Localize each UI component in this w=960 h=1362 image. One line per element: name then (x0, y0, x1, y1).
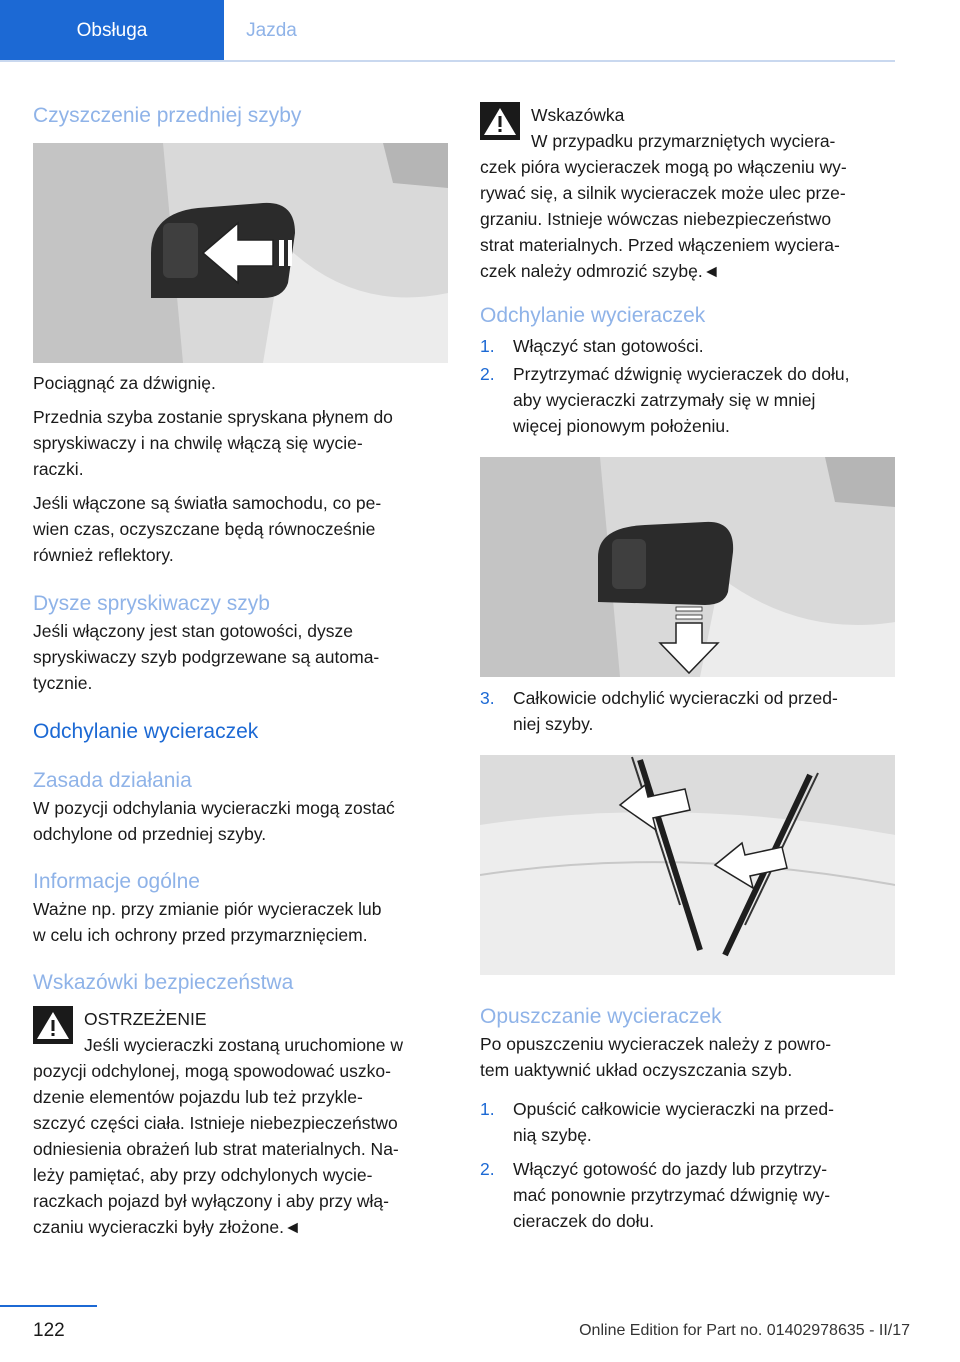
step-text (513, 685, 895, 737)
warning-line: pozycji odchylonej, mogą spowodować uszko- (33, 1061, 391, 1081)
general-text (33, 896, 448, 948)
note-line: W przypadku przymarzniętych wyciera- (531, 131, 836, 151)
step-number: 3. (480, 688, 495, 708)
header-rule (0, 60, 895, 62)
note-line: grzaniu. Istnieje wówczas niebezpieczeństwo (480, 209, 832, 229)
edition-note: Online Edition for Part no. 01402978635 - II/17 (579, 1322, 910, 1339)
line: odchylone od przedniej szyby. (33, 824, 267, 844)
section-heading-general: Informacje ogólne (33, 870, 200, 893)
lever-push-down-photo (480, 457, 895, 677)
note-line: czek należy odmrozić szybę.◄ (480, 261, 721, 281)
list-item (480, 361, 895, 439)
section-heading-fold-wipers-right: Odchylanie wycieraczek (480, 304, 706, 327)
warning-line: odniesienia obrażeń lub strat materialnych. Na- (33, 1139, 399, 1159)
nozzles-text (33, 618, 448, 696)
warning-block (33, 1006, 448, 1240)
line: więcej pionowym położeniu. (513, 416, 730, 436)
warning-line: czaniu wycieraczki były złożone.◄ (33, 1217, 302, 1237)
line: Po opuszczeniu wycieraczek należy z powro- (480, 1034, 832, 1054)
warning-line: leży pamiętać, aby przy odchylonych wycie- (33, 1165, 373, 1185)
section-heading-fold-wipers: Odchylanie wycieraczek (33, 720, 259, 743)
fold-steps-list (480, 333, 895, 439)
warning-line: szczyć części ciała. Istnieje niebezpieczeństwo (33, 1113, 398, 1133)
page-number: 122 (33, 1320, 65, 1341)
line: również reflektory. (33, 545, 174, 565)
line: Przednia szyba zostanie spryskana płynem do (33, 407, 393, 427)
line: niej szyby. (513, 714, 594, 734)
line: Ważne np. przy zmianie piór wycieraczek lub (33, 899, 382, 919)
list-item (480, 1156, 895, 1234)
list-item (480, 333, 895, 359)
wipers-folded-photo (480, 755, 895, 975)
lever-pull-illustration (33, 143, 448, 363)
line: tem uaktywnić układ oczyszczania szyb. (480, 1060, 793, 1080)
chapter-tabs (0, 0, 319, 62)
line: tycznie. (33, 673, 93, 693)
note-line: czek pióra wycieraczek mogą po włączeniu wy- (480, 157, 847, 177)
warning-title: OSTRZEŻENIE (84, 1009, 207, 1029)
warning-line: Jeśli wycieraczki zostaną uruchomione w (84, 1035, 404, 1055)
tab-obsluga[interactable]: Obsługa (0, 0, 224, 62)
line: w celu ich ochrony przed przymarznięciem. (33, 925, 368, 945)
step-text (513, 1096, 895, 1148)
wipers-folded-illustration (480, 755, 895, 975)
step-number: 2. (480, 364, 495, 384)
note-line: strat materialnych. Przed włączeniem wyciera- (480, 235, 840, 255)
note-title: Wskazówka (531, 105, 625, 125)
line: W pozycji odchylania wycieraczki mogą zostać (33, 798, 395, 818)
warning-line: raczkach pojazd był wyłączony i aby przy włą- (33, 1191, 389, 1211)
list-item (480, 1096, 895, 1148)
section-heading-nozzles: Dysze spryskiwaczy szyb (33, 592, 270, 615)
line: Całkowicie odchylić wycieraczki od przed- (513, 688, 838, 708)
warning-triangle-icon (33, 1006, 73, 1044)
step-number: 1. (480, 336, 495, 356)
note-block (480, 102, 895, 284)
section-heading-principle: Zasada działania (33, 769, 192, 792)
spray-text (33, 404, 448, 482)
left-column (33, 102, 448, 1240)
line: cieraczek do dołu. (513, 1211, 655, 1231)
line: raczki. (33, 459, 84, 479)
step-number: 1. (480, 1099, 495, 1119)
lower-wipers-text (480, 1031, 895, 1083)
line: Opuścić całkowicie wycieraczki na przed- (513, 1099, 834, 1119)
pull-lever-text: Pociągnąć za dźwignię. (33, 373, 216, 393)
lever-push-down-illustration (480, 457, 895, 677)
note-line: rywać się, a silnik wycieraczek może ulec prze- (480, 183, 846, 203)
line: nią szybę. (513, 1125, 592, 1145)
step-text (513, 1156, 895, 1234)
section-heading-windshield-cleaning: Czyszczenie przedniej szyby (33, 104, 302, 127)
line: spryskiwaczy szyb podgrzewane są automa- (33, 647, 380, 667)
line: Przytrzymać dźwignię wycieraczek do dołu, (513, 364, 850, 384)
warning-line: dzenie elementów pojazdu lub też przykle- (33, 1087, 363, 1107)
line: aby wycieraczki zatrzymały się w mniej (513, 390, 816, 410)
line: Jeśli włączony jest stan gotowości, dysze (33, 621, 353, 641)
section-heading-lower-wipers: Opuszczanie wycieraczek (480, 1005, 722, 1028)
warning-triangle-icon (480, 102, 520, 140)
right-column (480, 102, 895, 1234)
line: spryskiwaczy i na chwilę włączą się wycie- (33, 433, 363, 453)
headlights-text (33, 490, 448, 568)
lever-pull-photo (33, 143, 448, 363)
section-heading-safety: Wskazówki bezpieczeństwa (33, 971, 294, 994)
line: Włączyć gotowość do jazdy lub przytrzy- (513, 1159, 828, 1179)
step-text: Włączyć stan gotowości. (513, 336, 704, 356)
line: wien czas, oczyszczane będą równocześnie (33, 519, 376, 539)
line: Jeśli włączone są światła samochodu, co pe- (33, 493, 382, 513)
principle-text (33, 795, 448, 847)
lower-steps-list (480, 1096, 895, 1234)
list-item (480, 685, 895, 737)
footer-rule (0, 1305, 97, 1307)
tab-jazda[interactable]: Jazda (246, 20, 297, 41)
line: mać ponownie przytrzymać dźwignię wy- (513, 1185, 831, 1205)
step-text (513, 361, 895, 439)
fold-step3-list (480, 685, 895, 737)
step-number: 2. (480, 1159, 495, 1179)
